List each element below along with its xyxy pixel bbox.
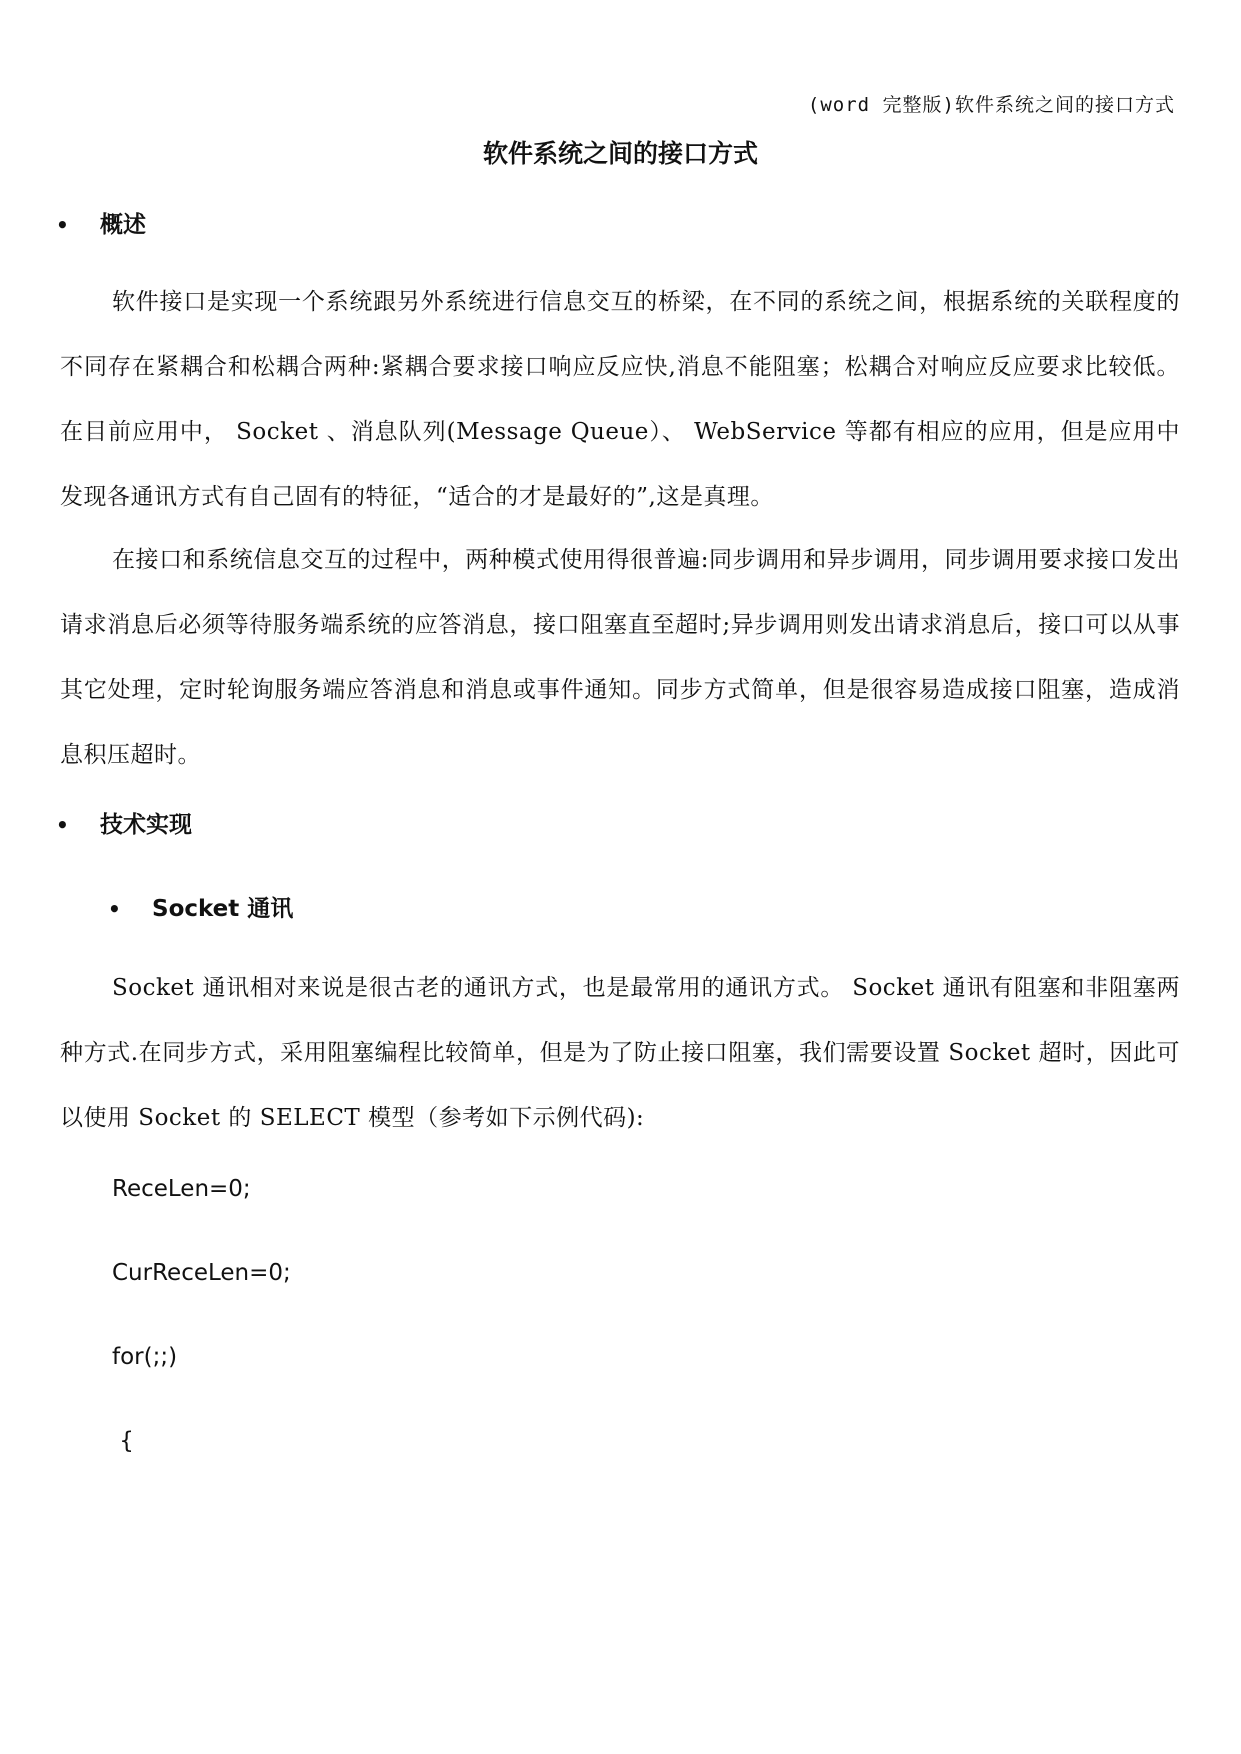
- document-title: 软件系统之间的接口方式: [482, 139, 758, 168]
- paragraph-interface-overview: 软件接口是实现一个系统跟另外系统进行信息交互的桥梁，在不同的系统之间，根据系统的关联程度的不同存在紧耦合和松耦合两种:紧耦合要求接口响应反应快,消息不能阻塞；松耦合对响应反应要求比较低。在目前应用中， Socket 、消息队列(Message Queue）、 WebService 等都有相应的应用，但是应用中发现各通讯方式有自己固有的特征，“适合的才是最好的”,这是真理。: [60, 289, 1180, 510]
- subsection-heading-text: Socket 通讯: [152, 896, 294, 922]
- section-heading-overview: [56, 206, 146, 239]
- code-line: ReceLen=0;: [112, 1176, 251, 1202]
- section-heading-implementation: [56, 806, 192, 839]
- section-heading-text: 技术实现: [100, 812, 192, 838]
- code-line: CurReceLen=0;: [112, 1260, 291, 1286]
- section-heading-text: 概述: [100, 212, 146, 238]
- code-line: for(;;): [112, 1344, 178, 1370]
- bullet-icon: •: [56, 813, 69, 837]
- subsection-heading-socket: [108, 890, 293, 923]
- paragraph-socket: Socket 通讯相对来说是很古老的通讯方式，也是最常用的通讯方式。 Socket 通讯有阻塞和非阻塞两种方式.在同步方式，采用阻塞编程比较简单，但是为了防止接口阻塞，我们需要设置 Socket 超时，因此可以使用 Socket 的 SELECT 模型（参考如下示例代码):: [60, 975, 1180, 1131]
- paragraph-sync-async: 在接口和系统信息交互的过程中，两种模式使用得很普遍:同步调用和异步调用，同步调用要求接口发出请求消息后必须等待服务端系统的应答消息，接口阻塞直至超时;异步调用则发出请求消息后，接口可以从事其它处理，定时轮询服务端应答消息和消息或事件通知。同步方式简单，但是很容易造成接口阻塞，造成消息积压超时。: [60, 547, 1180, 768]
- bullet-icon: •: [56, 213, 69, 237]
- running-header: (word 完整版)软件系统之间的接口方式: [807, 94, 1175, 116]
- bullet-icon: •: [108, 897, 121, 921]
- code-line: {: [112, 1428, 134, 1454]
